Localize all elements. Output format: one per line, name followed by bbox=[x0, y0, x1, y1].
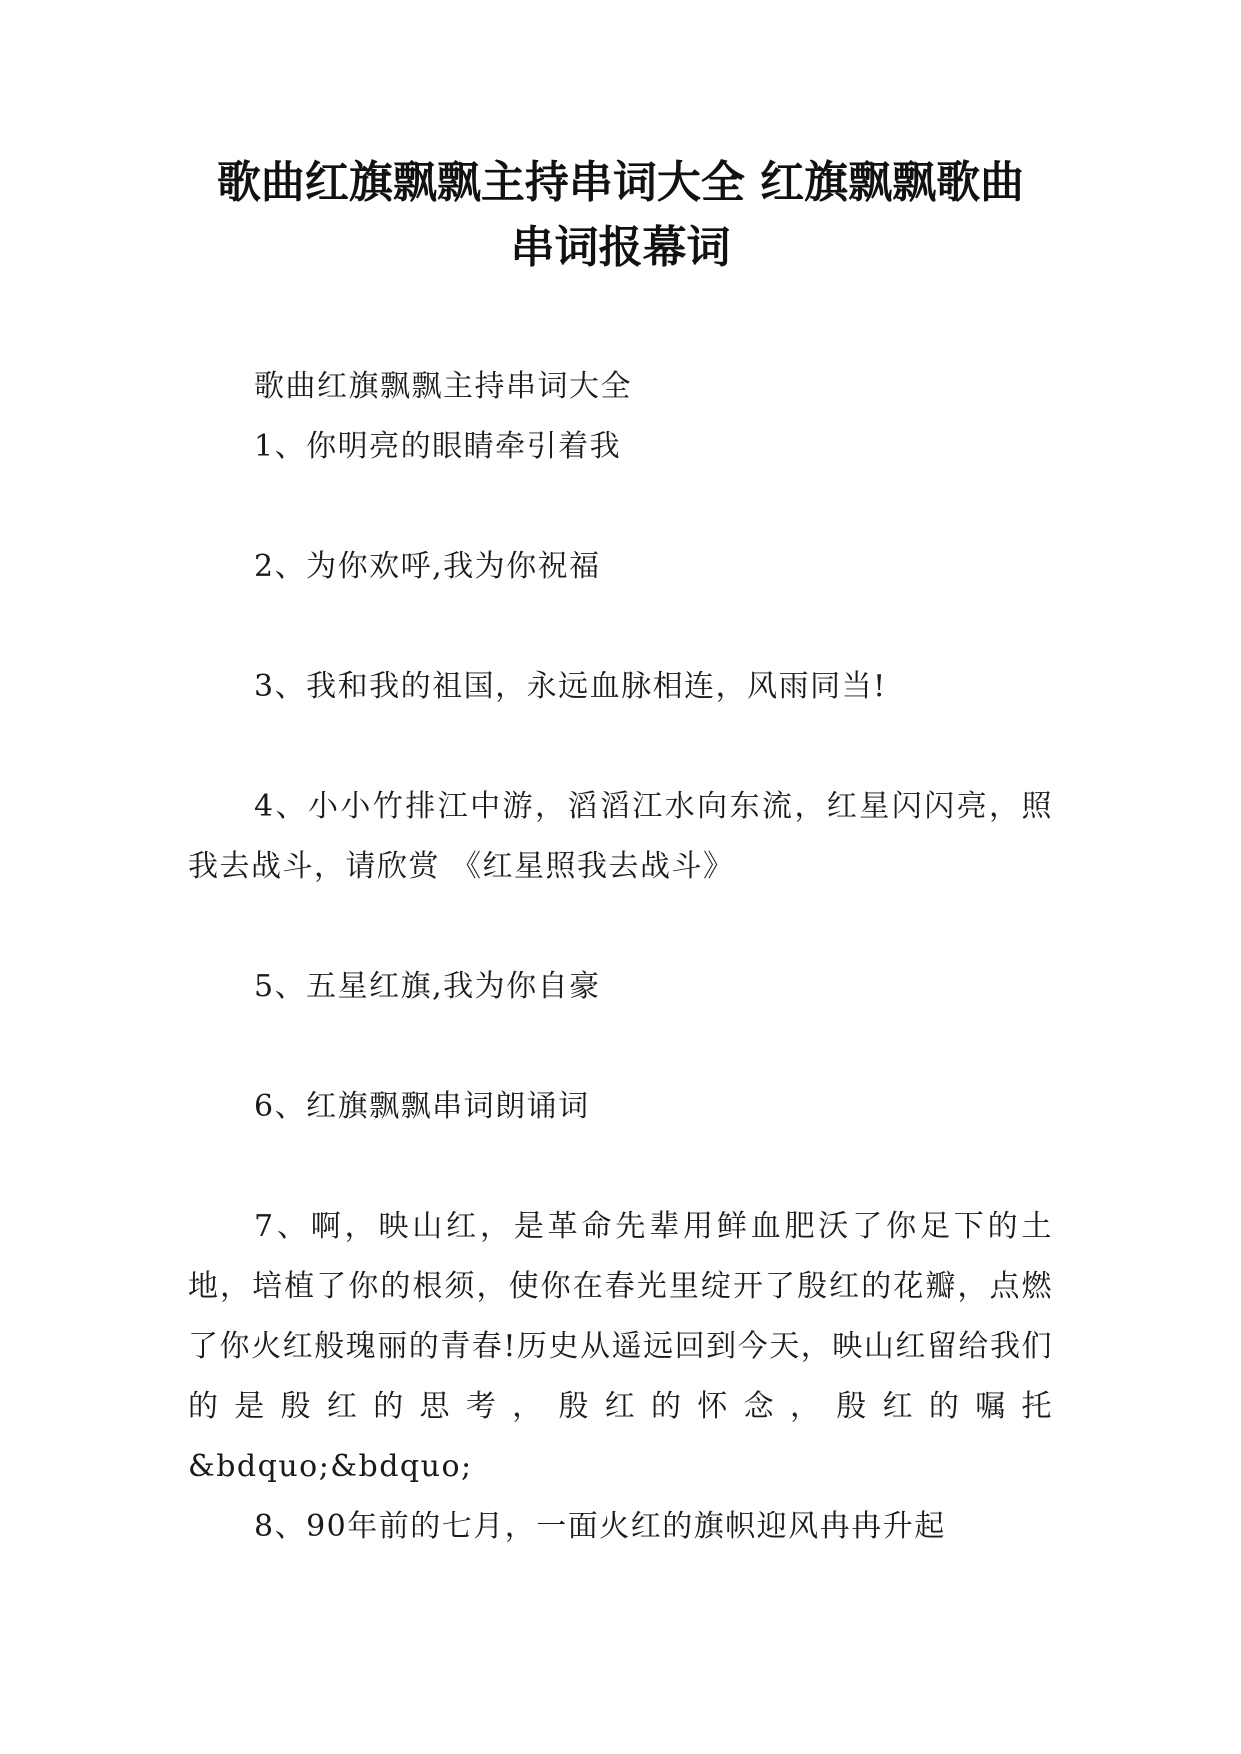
list-item: 8、90年前的七月，一面火红的旗帜迎风冉冉升起 bbox=[254, 1509, 946, 1544]
list-item: 4、小小竹排江中游，滔滔江水向东流，红星闪闪亮，照我去战斗，请欣赏 《红星照我去战斗》 bbox=[188, 789, 1053, 884]
subheading: 歌曲红旗飘飘主持串词大全 bbox=[254, 369, 632, 404]
list-item: 6、红旗飘飘串词朗诵词 bbox=[254, 1089, 590, 1124]
document-title-line-1: 歌曲红旗飘飘主持串词大全 红旗飘飘歌曲 bbox=[216, 157, 1025, 208]
list-item: 2、为你欢呼,我为你祝福 bbox=[254, 549, 601, 584]
document-title-line-2: 串词报幕词 bbox=[510, 222, 731, 273]
list-item: 5、五星红旗,我为你自豪 bbox=[254, 969, 601, 1004]
list-item: 3、我和我的祖国，永远血脉相连，风雨同当! bbox=[254, 669, 887, 704]
list-item: 1、你明亮的眼睛牵引着我 bbox=[254, 429, 622, 464]
list-item: 7、啊，映山红，是革命先辈用鲜血肥沃了你足下的土地，培植了你的根须，使你在春光里绽开了殷红的花瓣，点燃了你火红般瑰丽的青春!历史从遥远回到今天，映山红留给我们的是殷红的思考，殷红的怀念，殷红的嘱托&bdquo;&bdquo; bbox=[188, 1209, 1053, 1484]
